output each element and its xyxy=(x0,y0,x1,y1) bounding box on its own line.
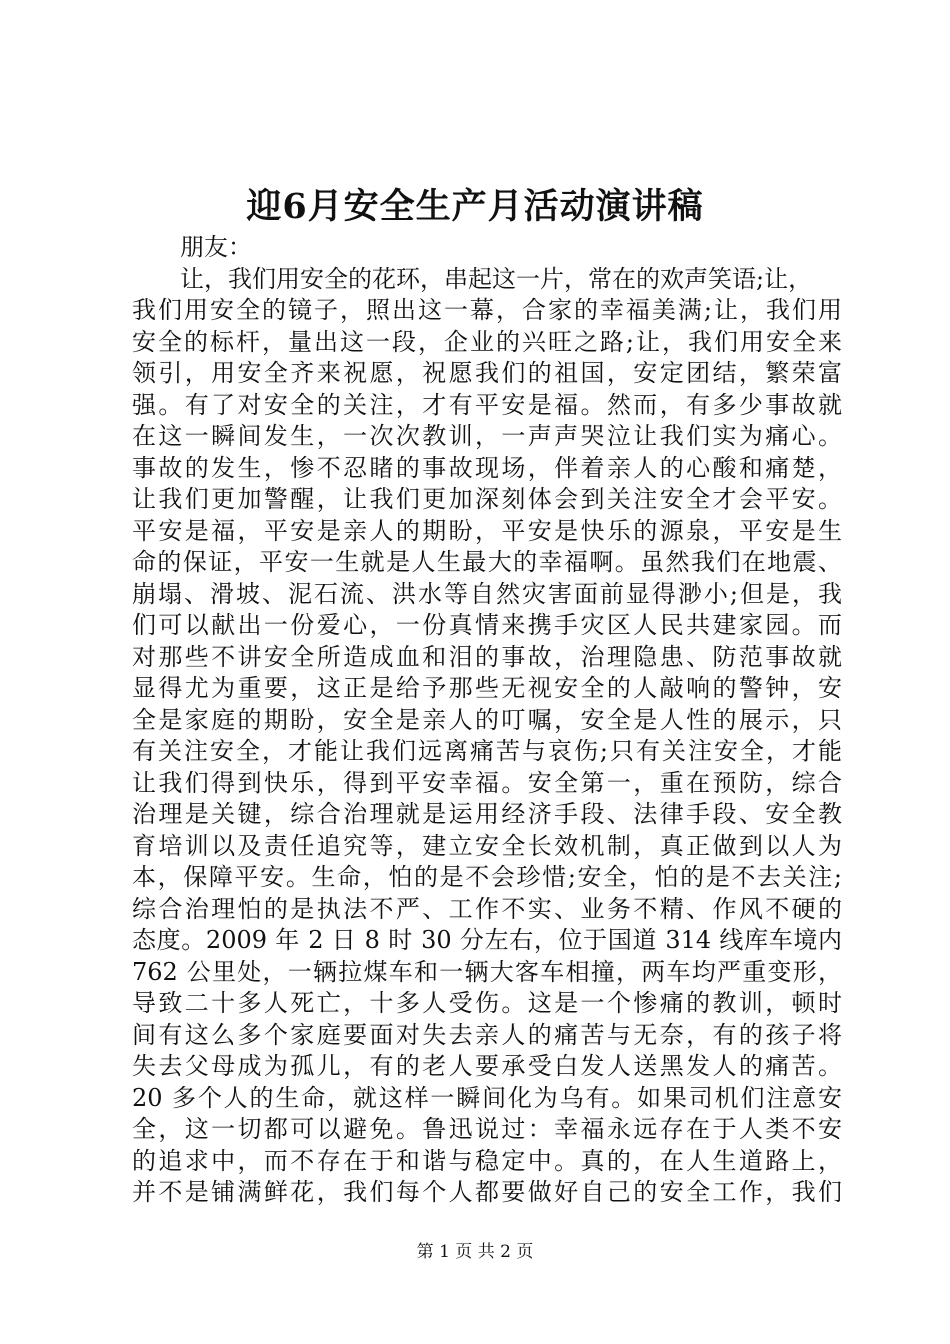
paragraph-line: 显得尤为重要，这正是给予那些无视安全的人敲响的警钟，安 xyxy=(132,674,842,702)
page-number-footer: 第 1 页 共 2 页 xyxy=(416,1242,534,1262)
paragraph-line: 本，保障平安。生命，怕的是不会珍惜;安全，怕的是不去关注; xyxy=(132,863,842,891)
paragraph-line: 我们用安全的镜子，照出这一幕，合家的幸福美满;让，我们用 xyxy=(132,296,842,324)
paragraph-line: 的追求中，而不存在于和谐与稳定中。真的，在人生道路上， xyxy=(132,1146,842,1175)
paragraph-line: 对那些不讲安全所造成血和泪的事故，治理隐患、防范事故就 xyxy=(132,642,842,671)
document-title: 迎6月安全生产月活动演讲稿 xyxy=(246,186,704,227)
paragraph-line: 们可以献出一份爱心，一份真情来携手灾区人民共建家园。而 xyxy=(132,611,842,639)
paragraph-line: 育培训以及责任追究等，建立安全长效机制，真正做到以人为 xyxy=(132,831,842,860)
salutation: 朋友： xyxy=(180,233,252,261)
paragraph-line: 有关注安全，才能让我们远离痛苦与哀伤;只有关注安全，才能 xyxy=(132,737,842,765)
paragraph-line: 在这一瞬间发生，一次次教训，一声声哭泣让我们实为痛心。 xyxy=(132,422,842,450)
paragraph-line: 并不是铺满鲜花，我们每个人都要做好自己的安全工作，我们 xyxy=(132,1178,842,1206)
paragraph-line: 762 公里处，一辆拉煤车和一辆大客车相撞，两车均严重变形， xyxy=(132,957,842,986)
paragraph-line: 强。有了对安全的关注，才有平安是福。然而，有多少事故就 xyxy=(132,390,842,419)
paragraph-line: 命的保证，平安一生就是人生最大的幸福啊。虽然我们在地震、 xyxy=(132,548,842,576)
paragraph-line: 综合治理怕的是执法不严、工作不实、业务不精、作风不硬的 xyxy=(132,894,842,923)
paragraph-line: 领引，用安全齐来祝愿，祝愿我们的祖国，安定团结，繁荣富 xyxy=(132,359,842,387)
paragraph-line: 治理是关键，综合治理就是运用经济手段、法律手段、安全教 xyxy=(132,800,842,828)
paragraph-line: 导致二十多人死亡，十多人受伤。这是一个惨痛的教训，顿时 xyxy=(132,989,842,1017)
paragraph-line: 间有这么多个家庭要面对失去亲人的痛苦与无奈，有的孩子将 xyxy=(132,1020,842,1049)
paragraph-line: 全，这一切都可以避免。鲁迅说过：幸福永远存在于人类不安 xyxy=(132,1115,842,1143)
paragraph-line: 20 多个人的生命，就这样一瞬间化为乌有。如果司机们注意安 xyxy=(132,1083,842,1112)
paragraph-line: 让，我们用安全的花环，串起这一片，常在的欢声笑语;让， xyxy=(180,264,813,293)
paragraph-line: 安全的标杆，量出这一段，企业的兴旺之路;让，我们用安全来 xyxy=(132,327,842,356)
document-body xyxy=(132,232,842,1209)
paragraph-line: 让我们得到快乐，得到平安幸福。安全第一，重在预防，综合 xyxy=(132,768,842,797)
paragraph-line: 事故的发生，惨不忍睹的事故现场，伴着亲人的心酸和痛楚， xyxy=(132,453,842,482)
paragraph-line: 失去父母成为孤儿，有的老人要承受白发人送黑发人的痛苦。 xyxy=(132,1052,842,1080)
paragraph-line: 态度。2009 年 2 日 8 时 30 分左右，位于国道 314 线库车境内 xyxy=(132,926,842,954)
paragraph-line: 让我们更加警醒，让我们更加深刻体会到关注安全才会平安。 xyxy=(132,485,842,513)
paragraph-line: 崩塌、滑坡、泥石流、洪水等自然灾害面前显得渺小;但是，我 xyxy=(132,579,842,608)
paragraph-line: 全是家庭的期盼，安全是亲人的叮嘱，安全是人性的展示，只 xyxy=(132,705,842,734)
paragraph-line: 平安是福，平安是亲人的期盼，平安是快乐的源泉，平安是生 xyxy=(132,516,842,545)
